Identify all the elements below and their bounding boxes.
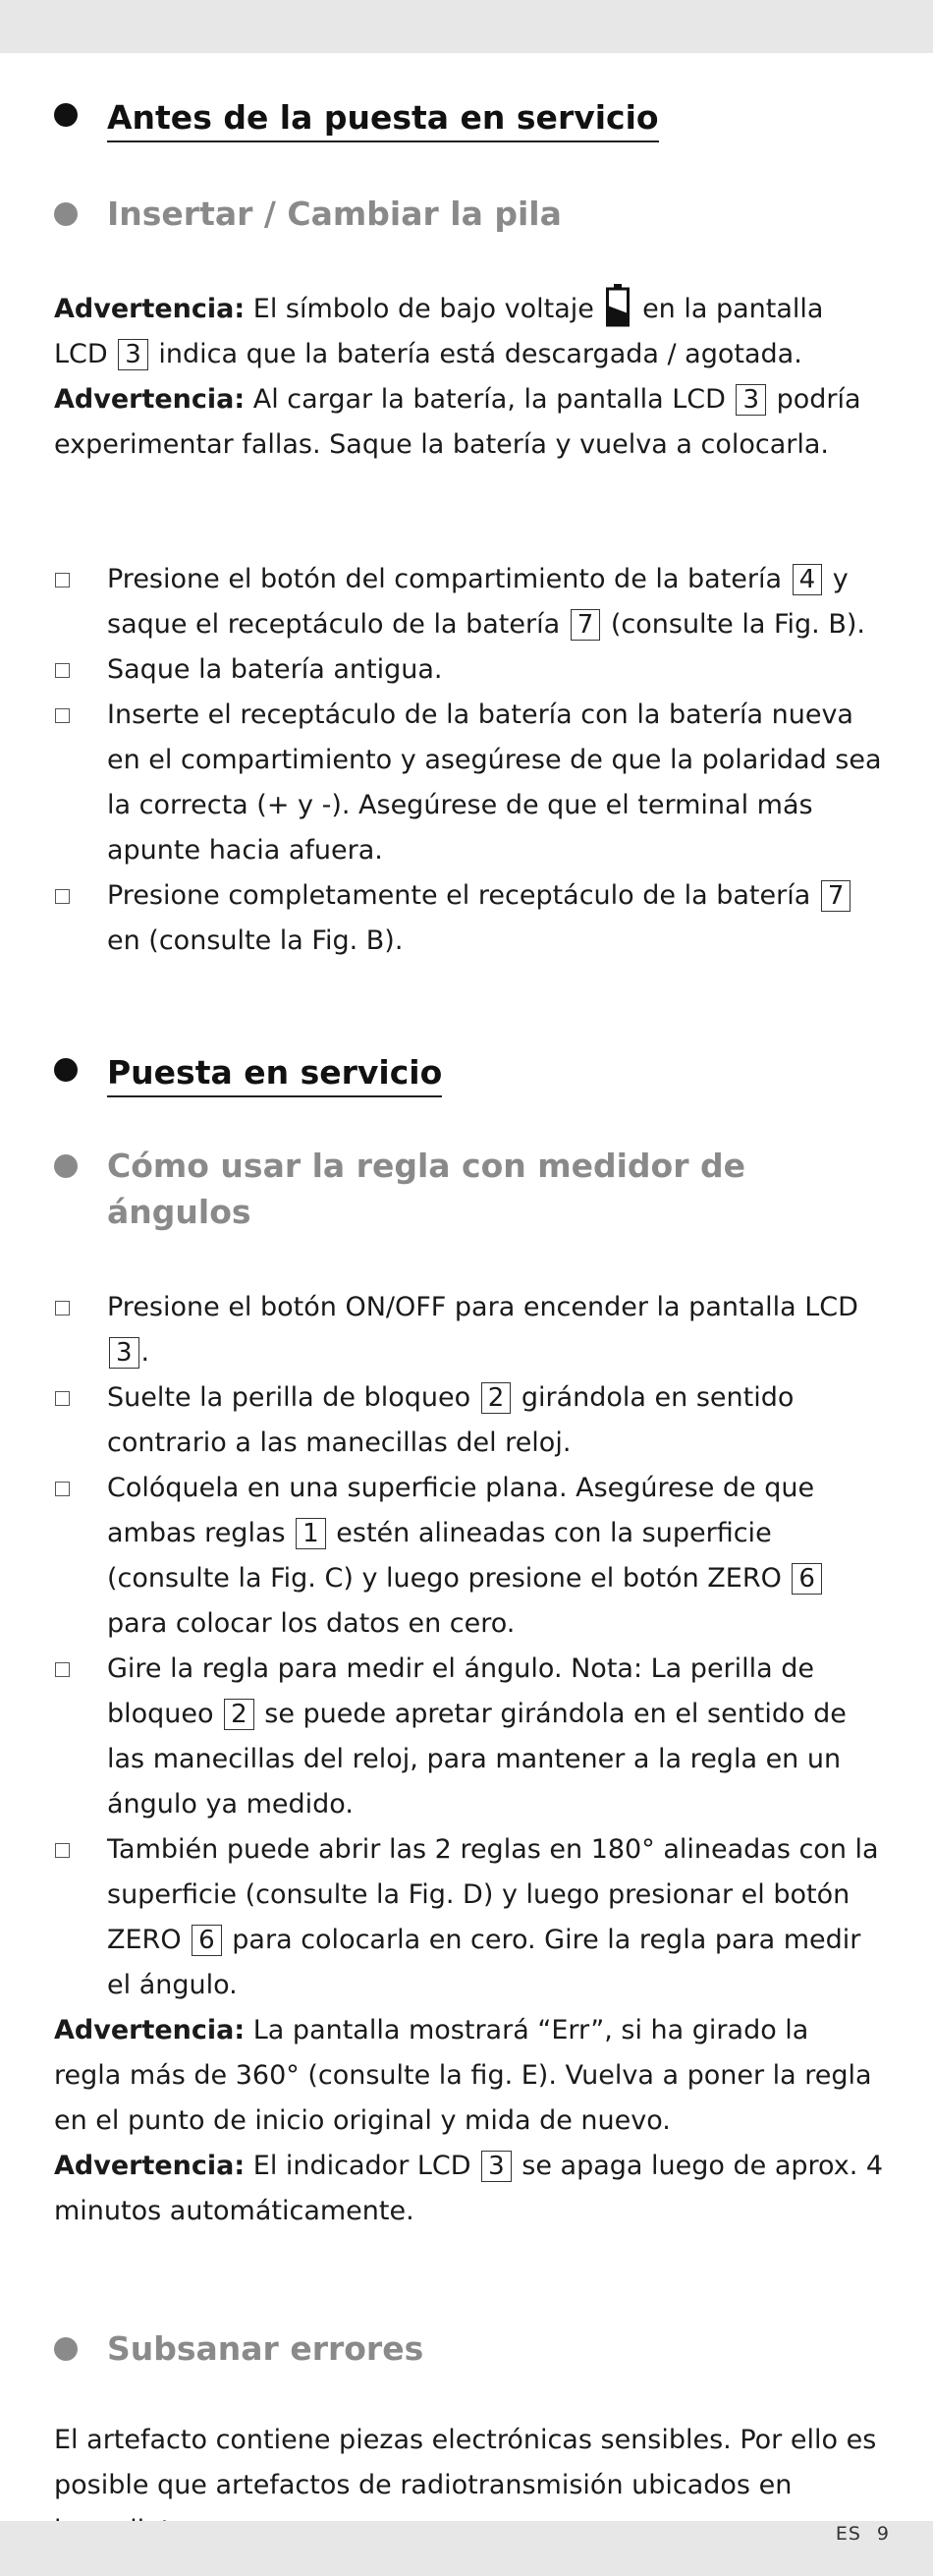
checkbox-bullet-icon xyxy=(55,1391,70,1406)
section-heading-before-use: Antes de la puesta en servicio xyxy=(54,98,659,137)
ref-number-4: 4 xyxy=(793,564,823,595)
list-item: Presione completamente el receptáculo de la batería 7 en (consulte la Fig. B). xyxy=(54,873,884,964)
bullet-dot-icon xyxy=(54,202,78,226)
checkbox-bullet-icon xyxy=(55,889,70,904)
ref-number-7: 7 xyxy=(821,880,851,912)
list-item: Saque la batería antigua. xyxy=(54,647,884,693)
subheading-troubleshooting: Subsanar errores xyxy=(54,2325,853,2372)
list-item: Presione el botón del compartimiento de la batería 4 y saque el receptáculo de la batería 7 (consulte la Fig. B). xyxy=(54,557,884,647)
checkbox-bullet-icon xyxy=(55,1662,70,1677)
checkbox-bullet-icon xyxy=(55,1843,70,1858)
list-item: Presione el botón ON/OFF para encender la pantalla LCD 3 . xyxy=(54,1285,884,1375)
list-item: También puede abrir las 2 reglas en 180° alineadas con la superficie (consulte la Fig. D) y luego presionar el botón ZERO 6 para colocarla en cero. Gire la regla para medir el ángulo. xyxy=(54,1827,884,2008)
ref-number-2: 2 xyxy=(224,1699,254,1730)
subheading-how-to-use: Cómo usar la regla con medidor de ángulos xyxy=(54,1143,853,1235)
list-item: Suelte la perilla de bloqueo 2 girándola en sentido contrario a las manecillas del reloj. xyxy=(54,1375,884,1466)
battery-warnings: Advertencia: El símbolo de bajo voltaje en la pantalla LCD 3 indica que la batería está descargada / agotada. Advertencia: Al cargar la batería, la pantalla LCD 3 podría experimentar fallas. Saque la batería y vuelva a colocarla. xyxy=(54,284,884,468)
bottom-margin-band xyxy=(0,2521,933,2576)
usage-warnings: Advertencia: La pantalla mostrará “Err”, si ha girado la regla más de 360° (consulte la fig. E). Vuelva a poner la regla en el punto de inicio original y mida de nuevo. Advertencia: El indicador LCD 3 se apaga luego de aprox. 4 minutos automáticamente. xyxy=(54,2015,884,2226)
bullet-dot-icon xyxy=(54,1154,78,1178)
section-heading-start-up: Puesta en servicio xyxy=(54,1053,442,1092)
ref-number-7: 7 xyxy=(571,609,601,641)
checkbox-bullet-icon xyxy=(55,663,70,678)
list-item: Gire la regla para medir el ángulo. Nota: La perilla de bloqueo 2 se puede apretar girándola en el sentido de las manecillas del reloj, para mantener a la regla en un ángulo ya medido. xyxy=(54,1647,884,1827)
list-item: Colóquela en una superficie plana. Asegúrese de que ambas reglas 1 estén alineadas con la superficie (consulte la Fig. C) y luego presione el botón ZERO 6 para colocar los datos en cero. xyxy=(54,1466,884,1647)
ref-number-3: 3 xyxy=(736,384,766,416)
bullet-dot-icon xyxy=(54,1058,78,1082)
ref-number-2: 2 xyxy=(481,1382,512,1414)
page-number: 9 xyxy=(876,2523,890,2545)
checkbox-bullet-icon xyxy=(55,708,70,723)
ref-number-6: 6 xyxy=(792,1563,822,1595)
checkbox-bullet-icon xyxy=(55,1301,70,1316)
bullet-dot-icon xyxy=(54,103,78,127)
usage-steps-list xyxy=(54,1285,884,2008)
checkbox-bullet-icon xyxy=(55,1482,70,1496)
errors-paragraph: El artefacto contiene piezas electrónicas sensibles. Por ello es posible que artefactos de radiotransmisión ubicados en xyxy=(54,2425,877,2500)
checkbox-bullet-icon xyxy=(55,573,70,588)
list-item: Inserte el receptáculo de la batería con la batería nueva en el compartimiento y asegúrese de que la polaridad sea la correcta (+ y -). Asegúrese de que el terminal más apunte hacia afuera. xyxy=(54,693,884,873)
ref-number-3: 3 xyxy=(481,2151,512,2182)
subheading-insert-battery: Insertar / Cambiar la pila xyxy=(54,191,853,237)
language-code: ES xyxy=(835,2523,861,2545)
ref-number-3: 3 xyxy=(118,339,148,370)
page-footer xyxy=(820,2523,890,2545)
battery-steps-list xyxy=(54,557,884,964)
top-margin-band xyxy=(0,0,933,53)
ref-number-6: 6 xyxy=(192,1925,222,1956)
low-battery-icon xyxy=(606,284,630,327)
bullet-dot-icon xyxy=(54,2337,78,2361)
ref-number-3: 3 xyxy=(109,1337,139,1369)
ref-number-1: 1 xyxy=(296,1518,326,1549)
